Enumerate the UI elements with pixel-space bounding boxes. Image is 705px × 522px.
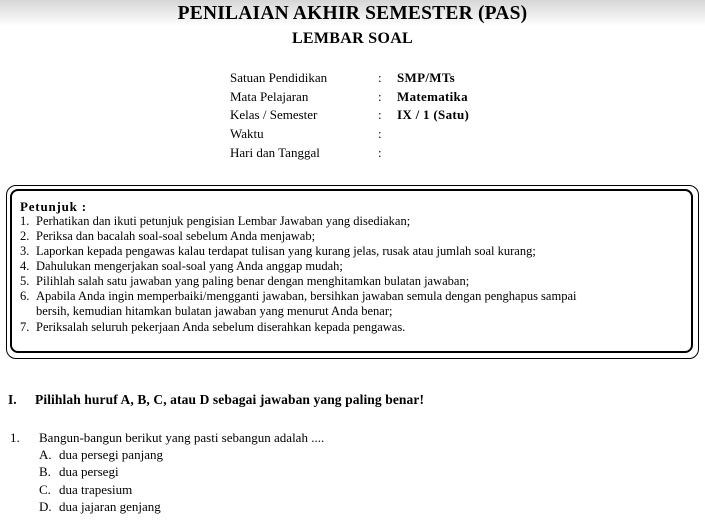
option-letter: D. <box>39 499 52 514</box>
instruction-text: Perhatikan dan ikuti petunjuk pengisian Lembar Jawaban yang disediakan; <box>36 214 411 228</box>
instruction-number: 2. <box>20 229 30 243</box>
identity-colon: : <box>378 126 382 141</box>
identity-colon: : <box>378 145 382 160</box>
identity-label: Kelas / Semester <box>230 107 318 122</box>
option-text: dua jajaran genjang <box>59 499 161 514</box>
page-title: PENILAIAN AKHIR SEMESTER (PAS) <box>177 3 528 24</box>
identity-value: IX / 1 (Satu) <box>397 107 470 122</box>
option-letter: C. <box>39 482 51 497</box>
option-text: dua trapesium <box>59 482 133 497</box>
instruction-number: 5. <box>20 274 30 288</box>
instruction-text: Dahulukan mengerjakan soal-soal yang Anda anggap mudah; <box>36 259 343 273</box>
option-text: dua persegi <box>59 464 119 479</box>
identity-label: Hari dan Tanggal <box>230 145 320 160</box>
identity-colon: : <box>378 70 382 85</box>
identity-label: Satuan Pendidikan <box>230 70 328 85</box>
identity-label: Mata Pelajaran <box>230 89 309 104</box>
page-subtitle: LEMBAR SOAL <box>291 30 414 47</box>
instruction-number: 6. <box>20 289 30 303</box>
instruction-text: Periksa dan bacalah soal-soal sebelum Anda menjawab; <box>36 229 316 243</box>
instruction-text: Apabila Anda ingin memperbaiki/mengganti jawaban, bersihkan jawaban semula dengan penghapus sampai <box>36 289 577 303</box>
instructions-title: Petunjuk : <box>20 199 87 214</box>
instruction-number: 1. <box>20 214 30 228</box>
identity-colon: : <box>378 107 382 122</box>
option-text: dua persegi panjang <box>59 447 163 462</box>
instruction-text: Pilihlah salah satu jawaban yang paling benar dengan menghitamkan bulatan jawaban; <box>36 274 470 288</box>
question-text: Bangun-bangun berikut yang pasti sebangun adalah .... <box>39 430 325 445</box>
instruction-text: Periksalah seluruh pekerjaan Anda sebelum diserahkan kepada pengawas. <box>36 320 406 334</box>
section-number: I. <box>8 392 17 407</box>
instruction-text-continued: bersih, kemudian hitamkan bulatan jawaban yang menurut Anda benar; <box>36 304 393 318</box>
instruction-text: Laporkan kepada pengawas kalau terdapat tulisan yang kurang jelas, rusak atau jumlah soal kurang; <box>36 244 536 258</box>
instruction-number: 4. <box>20 259 30 273</box>
option-letter: B. <box>39 464 51 479</box>
option-letter: A. <box>39 447 52 462</box>
identity-value: SMP/MTs <box>397 70 455 85</box>
identity-value: Matematika <box>397 89 468 104</box>
instruction-number: 7. <box>20 320 30 334</box>
identity-label: Waktu <box>230 126 264 141</box>
identity-colon: : <box>378 89 382 104</box>
instruction-number: 3. <box>20 244 30 258</box>
question-number: 1. <box>10 430 20 445</box>
section-title: Pilihlah huruf A, B, C, atau D sebagai jawaban yang paling benar! <box>35 392 425 407</box>
